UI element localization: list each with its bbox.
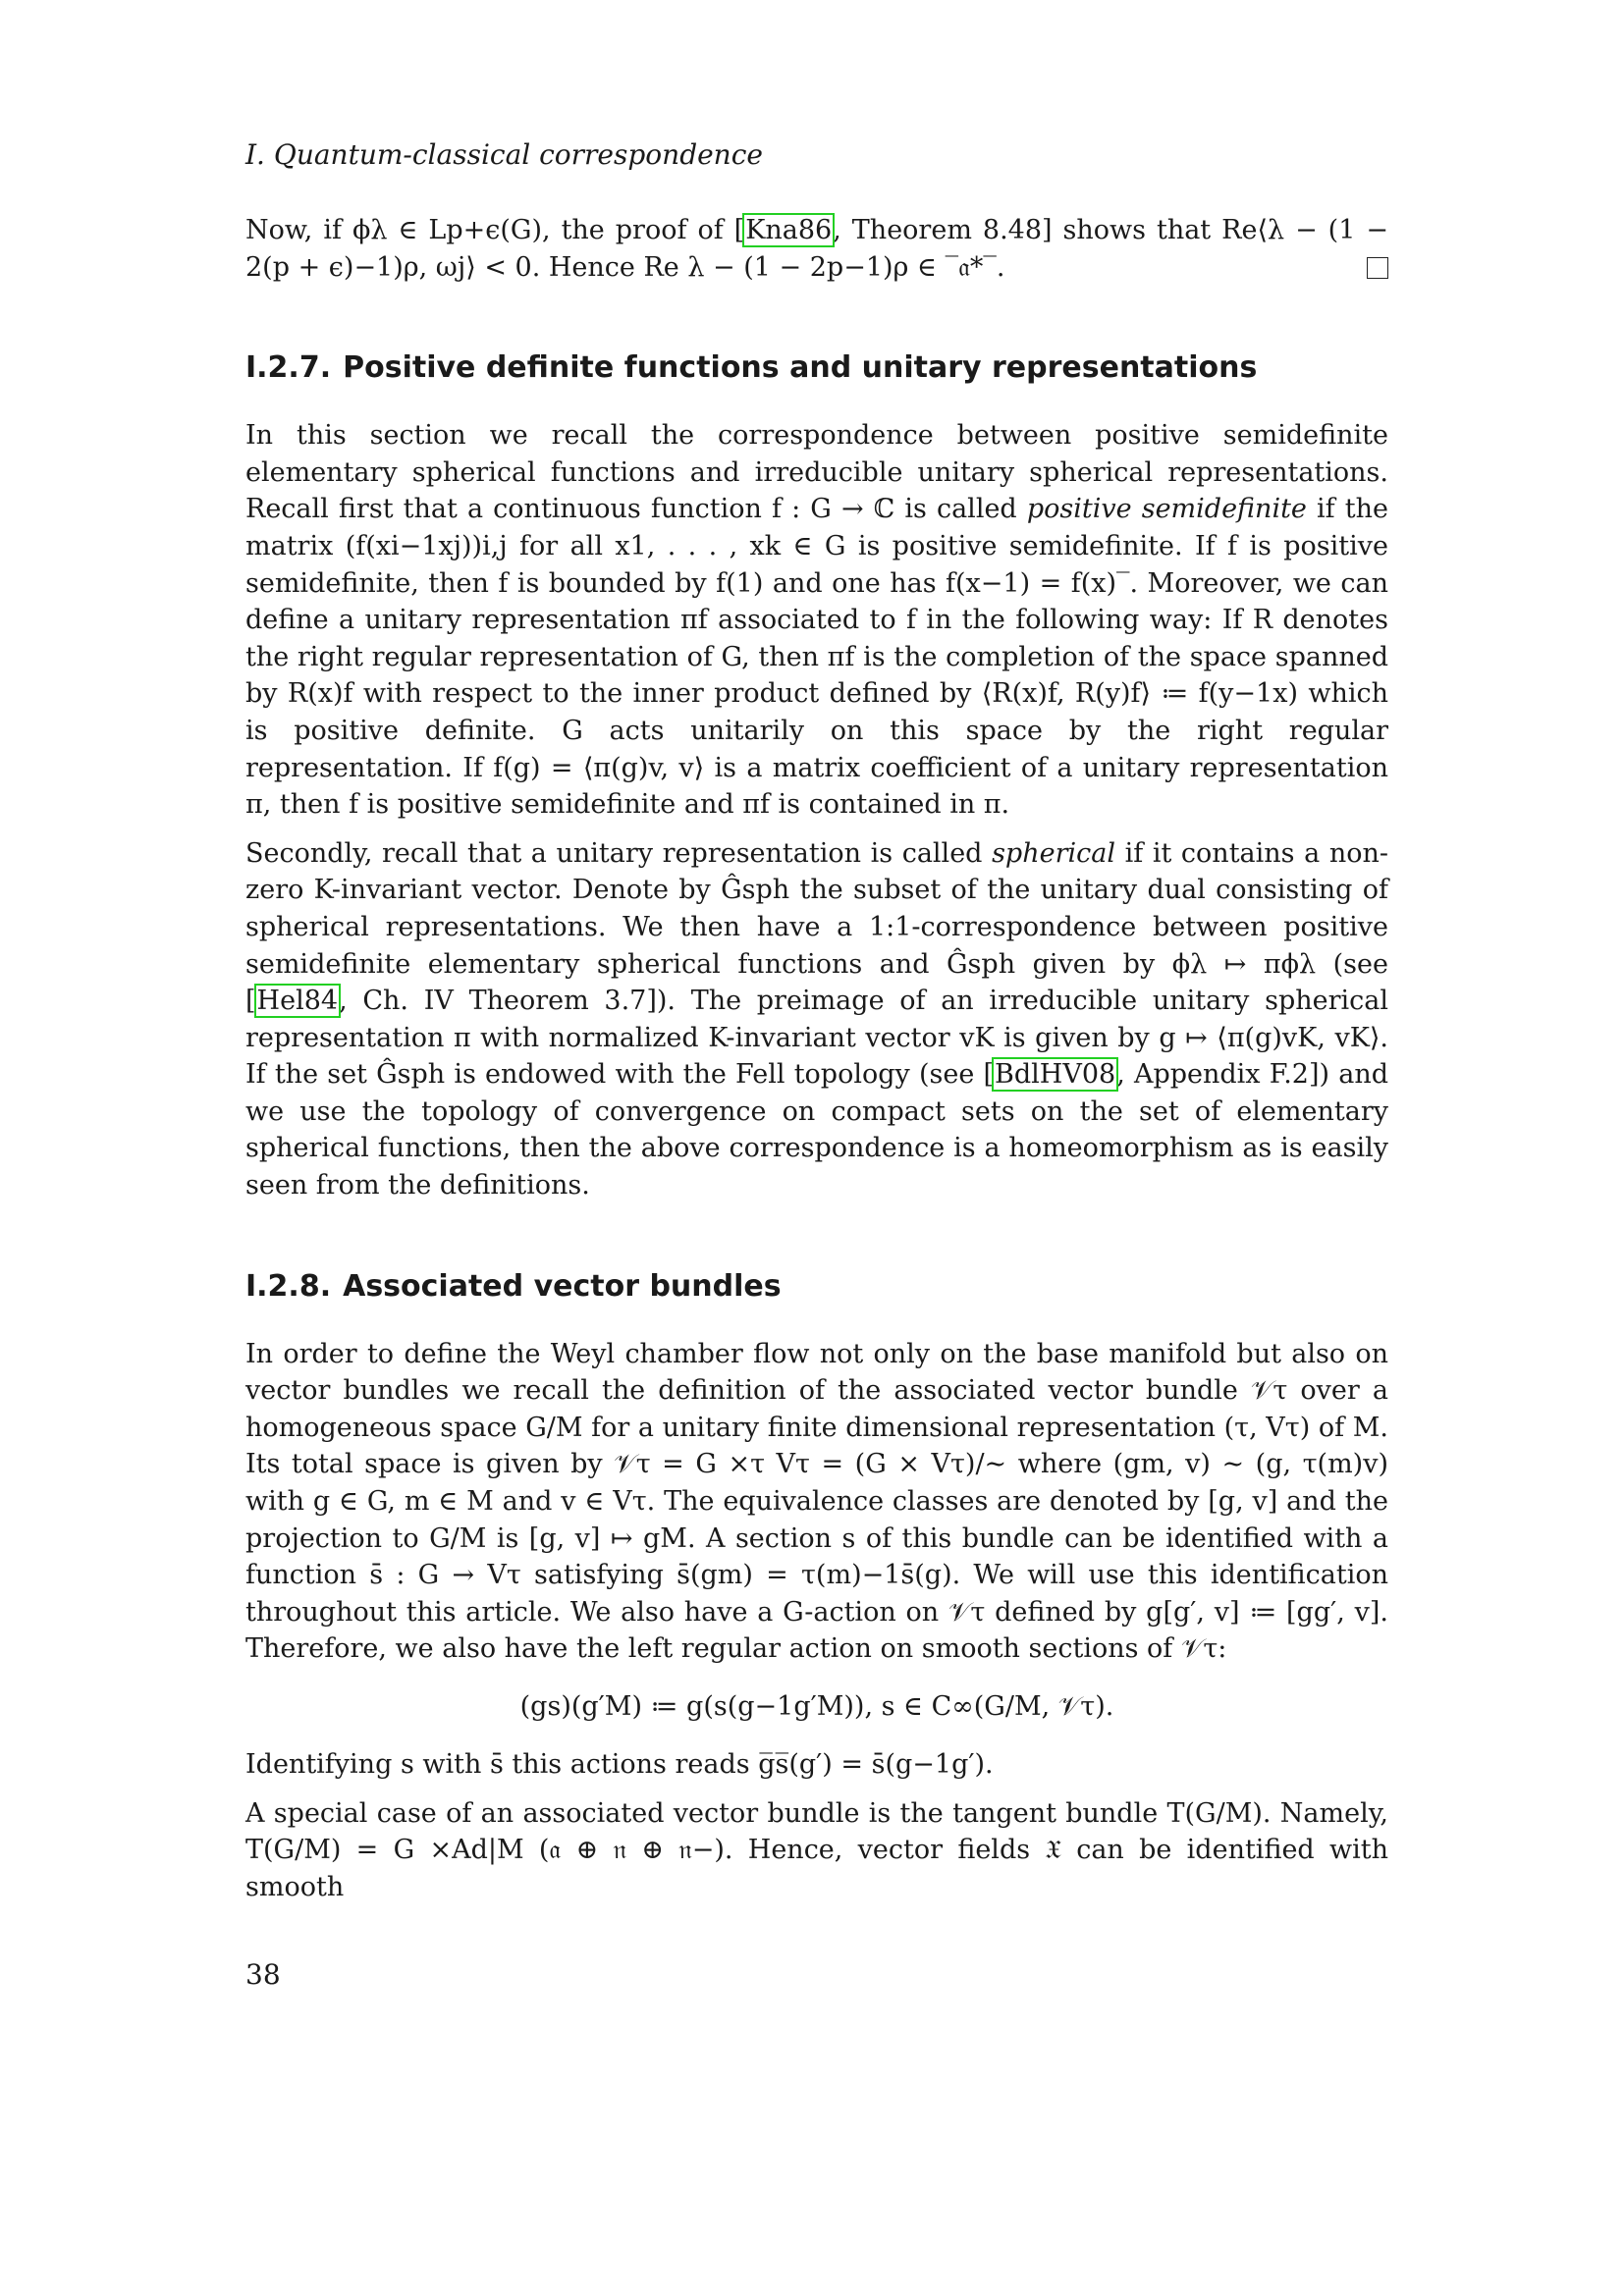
intro-paragraph: Now, if ϕλ ∈ Lp+ϵ(G), the proof of [Kna86, Theorem 8.48] shows that Re⟨λ − (1 − 2(p + ϵ)−1)ρ, ωj⟩ < 0. Hence Re λ − (1 − 2p−1)ρ ∈ ‾𝔞*‾. [245, 215, 1388, 283]
section-heading-128: I.2.8. Associated vector bundles [245, 1268, 782, 1304]
section-heading-127: I.2.7. Positive definite functions and unitary representations [245, 350, 1258, 386]
qed-box-icon [1367, 257, 1388, 279]
page-body [245, 137, 1388, 1905]
citation-link[interactable]: Hel84 [256, 986, 339, 1017]
citation-link[interactable]: BdlHV08 [995, 1059, 1116, 1091]
section-128-paragraph-3: A special case of an associated vector bundle is the tangent bundle T(G/M). Namely, T(G/M) = G ×Ad|M (𝔞 ⊕ 𝔫 ⊕ 𝔫−). Hence, vector fields 𝔛 can be identified with smooth [245, 1797, 1388, 1902]
section-128-paragraph-1: In order to define the Weyl chamber flow not only on the base manifold but also on vector bundles we recall the definition of the associated vector bundle 𝒱τ over a homogeneous space G/M for a unitary finite dimensional representation (τ, Vτ) of M. Its total space is given by 𝒱τ = G ×τ Vτ = (G × Vτ)/∼ where (gm, v) ∼ (g, τ(m)v) with g ∈ G, m ∈ M and v ∈ Vτ. The equivalence classes are denoted by [g, v] and the projection to G/M is [g, v] ↦ gM. A section s of this bundle can be identified with a function s̄ : G → Vτ satisfying s̄(gm) = τ(m)−1s̄(g). We will use this identification throughout this article. We also have a G-action on 𝒱τ defined by g[g′, v] ≔ [gg′, v]. Therefore, we also have the left regular action on smooth sections of 𝒱τ: [245, 1338, 1388, 1665]
section-128-paragraph-2: Identifying s with s̄ this actions reads g̅s̅(g′) = s̄(g−1g′). [245, 1749, 994, 1780]
page-number: 38 [245, 1958, 281, 1991]
display-equation: (gs)(g′M) ≔ g(s(g−1g′M)), s ∈ C∞(G/M, 𝒱τ). [519, 1691, 1114, 1722]
running-header: I. Quantum-classical correspondence [245, 138, 763, 171]
section-127-paragraph-2: Secondly, recall that a unitary representation is called spherical if it contains a non-zero K-invariant vector. Denote by Ĝsph the subset of the unitary dual consisting of spherical representations. We then have a 1:1-correspondence between positive semidefinite elementary spherical functions and Ĝsph given by ϕλ ↦ πϕλ (see [Hel84, Ch. IV Theorem 3.7]). The preimage of an irreducible unitary spherical representation π with normalized K-invariant vector vK is given by g ↦ ⟨π(g)vK, vK⟩. If the set Ĝsph is endowed with the Fell topology (see [BdlHV08, Appendix F.2]) and we use the topology of convergence on compact sets on the set of elementary spherical functions, then the above correspondence is a homeomorphism as is easily seen from the definitions. [245, 837, 1388, 1201]
section-127-paragraph-1: In this section we recall the correspondence between positive semidefinite elementary spherical functions and irreducible unitary spherical representations. Recall first that a continuous function f : G → ℂ is called positive semidefinite if the matrix (f(xi−1xj))i,j for all x1, . . . , xk ∈ G is positive semidefinite. If f is positive semidefinite, then f is bounded by f(1) and one has f(x−1) = f(x)‾. Moreover, we can define a unitary representation πf associated to f in the following way: If R denotes the right regular representation of G, then πf is the completion of the space spanned by R(x)f with respect to the inner product defined by ⟨R(x)f, R(y)f⟩ ≔ f(y−1x) which is positive definite. G acts unitarily on this space by the right regular representation. If f(g) = ⟨π(g)v, v⟩ is a matrix coefficient of a unitary representation π, then f is positive semidefinite and πf is contained in π. [245, 420, 1389, 821]
citation-link[interactable]: Kna86 [745, 215, 833, 245]
